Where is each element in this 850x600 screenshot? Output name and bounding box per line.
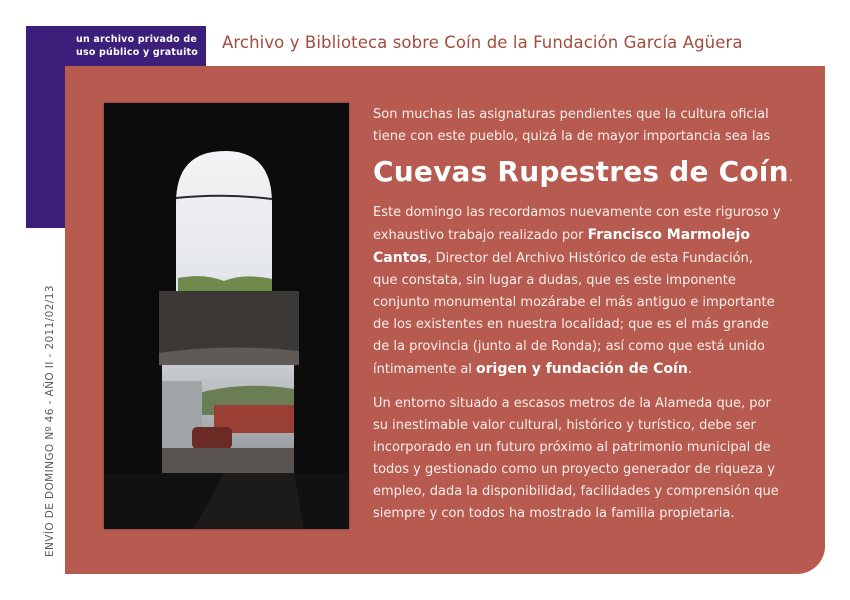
paragraph-line bbox=[373, 224, 813, 247]
paragraph-line: que constata, sin lugar a dudas, que es este imponente bbox=[373, 273, 736, 288]
article-title-period: . bbox=[788, 170, 794, 185]
tagline-line-1: un archivo privado de bbox=[76, 34, 198, 45]
paragraph-line bbox=[373, 247, 813, 270]
paragraph-3 bbox=[373, 393, 813, 525]
paragraph-line: todos y gestionado como un proyecto generador de riqueza y bbox=[373, 462, 775, 477]
paragraph-text: exhaustivo trabajo realizado por bbox=[373, 228, 588, 243]
highlight-text: origen y fundación de Coín bbox=[476, 361, 688, 377]
paragraph-text: íntimamente al bbox=[373, 362, 477, 377]
author-name: Francisco Marmolejo bbox=[587, 227, 750, 243]
cave-photo-image bbox=[104, 103, 349, 529]
issue-label: ENVÍO DE DOMINGO Nº 46 - AÑO II - 2011/02/13 bbox=[44, 285, 56, 557]
tagline-line-2: uso público y gratuito bbox=[76, 47, 199, 58]
article-title-text: Cuevas Rupestres de Coín bbox=[373, 155, 789, 188]
paragraph-line: su inestimable valor cultural, histórico y turístico, debe ser bbox=[373, 418, 756, 433]
paragraph-line: Este domingo las recordamos nuevamente con este riguroso y bbox=[373, 205, 781, 220]
paragraph-line: de la provincia (junto al de Ronda); así como que está unido bbox=[373, 339, 765, 354]
intro-paragraph bbox=[373, 104, 813, 148]
paragraph-line: Un entorno situado a escasos metros de la Alameda que, por bbox=[373, 396, 771, 411]
paragraph-line: siempre y con todos ha mostrado la familia propietaria. bbox=[373, 506, 735, 521]
paragraph-2 bbox=[373, 202, 813, 381]
purple-side-bar bbox=[26, 66, 65, 228]
paragraph-line: de los existentes en nuestra localidad; que es el más grande bbox=[373, 317, 769, 332]
article-title bbox=[373, 148, 813, 202]
paragraph-line: conjunto monumental mozárabe el más antiguo e importante bbox=[373, 295, 775, 310]
header-title: Archivo y Biblioteca sobre Coín de la Fundación García Agüera bbox=[222, 33, 743, 52]
intro-line: Son muchas las asignaturas pendientes que la cultura oficial bbox=[373, 107, 769, 122]
paragraph-text: , Director del Archivo Histórico de esta Fundación, bbox=[427, 251, 753, 266]
paragraph-gap bbox=[373, 381, 813, 393]
intro-line: tiene con este pueblo, quizá la de mayor importancia sea las bbox=[373, 129, 771, 144]
cave-photo bbox=[104, 103, 349, 529]
paragraph-line: empleo, dada la disponibilidad, facilidades y comprensión que bbox=[373, 484, 779, 499]
paragraph-text: . bbox=[687, 362, 692, 377]
article-body bbox=[373, 104, 813, 525]
paragraph-line: incorporado en un futuro próximo al patrimonio municipal de bbox=[373, 440, 771, 455]
paragraph-line bbox=[373, 358, 813, 381]
tagline-box bbox=[26, 26, 206, 66]
author-surname: Cantos bbox=[373, 250, 428, 266]
